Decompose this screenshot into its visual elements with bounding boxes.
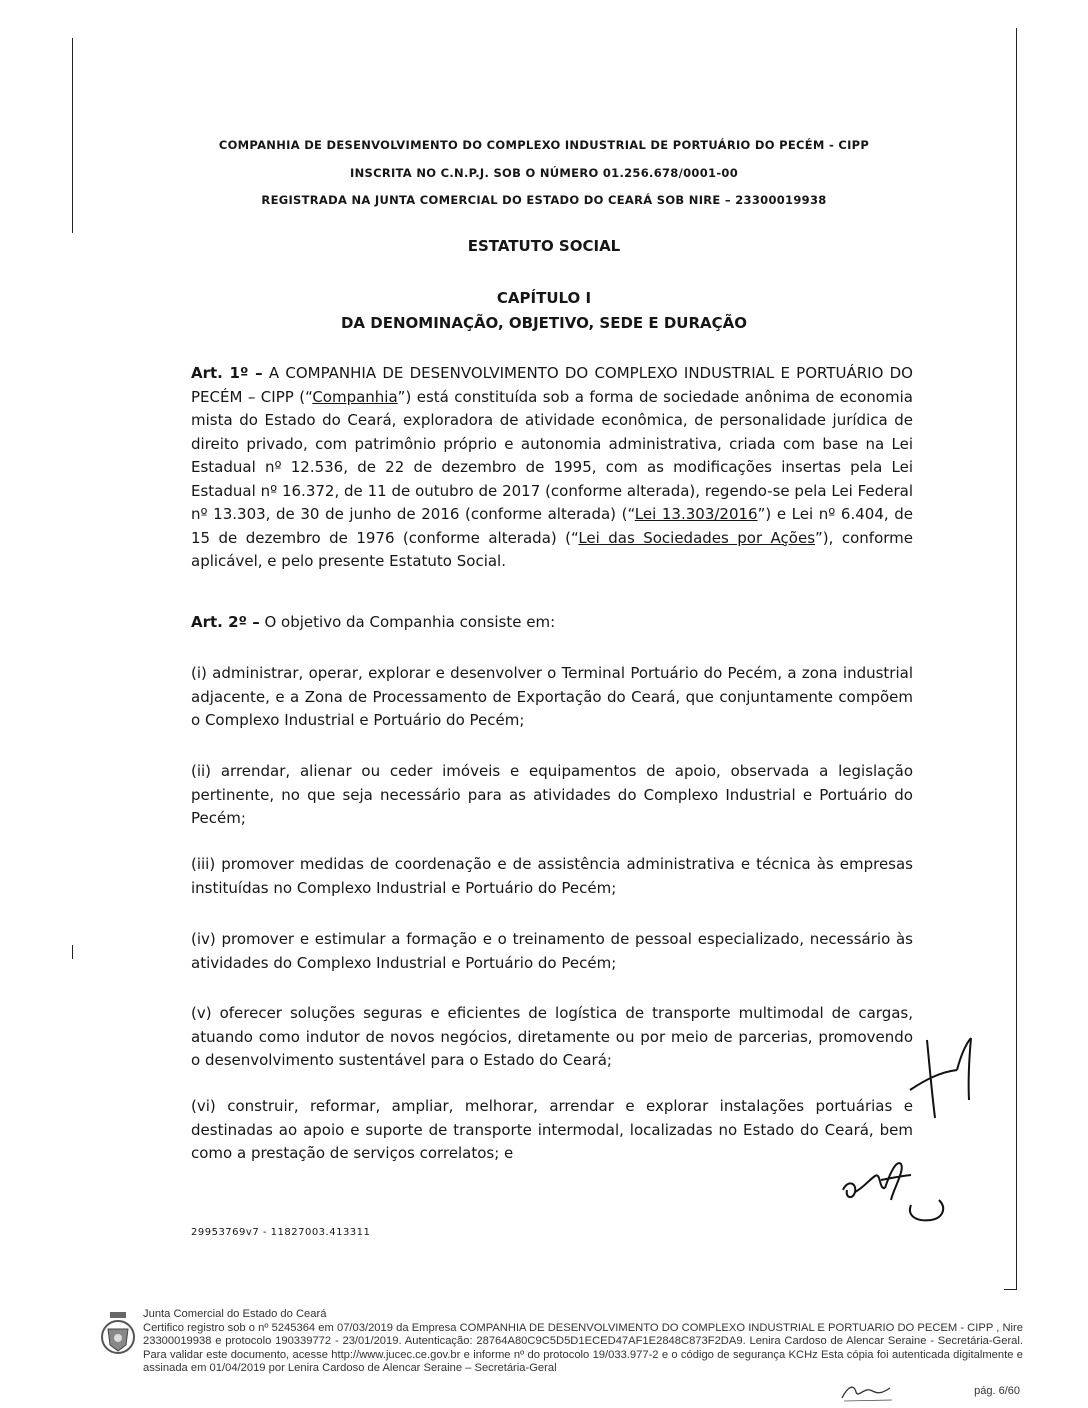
handwritten-initials-1 (905, 1030, 980, 1125)
article-2-label: Art. 2º – (191, 613, 260, 631)
certificate-text (143, 1308, 1023, 1376)
coat-of-arms-icon (100, 1311, 136, 1355)
certificate-body: Certifico registro sob o nº 5245364 em 07/03/2019 da Empresa COMPANHIA DE DESENVOLVIMENTO DO COMPLEXO INDUSTRIAL E PORTUARIO DO PECEM - CIPP , Nire 23300019938 e protocolo 190339772 - 23/01/2019. Autenticação: 28764A80C9C5D5D1ECED47AF1E2848C873F2DA9. Lenira Cardoso de Alencar Seraine - Secretária-Geral. Para validar este documento, acesse http://www.jucec.ce.gov.br e informe nº do protocolo 19/033.977-2 e o código de segurança KCHz Esta cópia foi autenticada digitalmente e assinada em 01/04/2019 por Lenira Cardoso de Alencar Seraine – Secretária-Geral (143, 1321, 1023, 1375)
cnpj-header: INSCRITA NO C.N.P.J. SOB O NÚMERO 01.256.678/0001-00 (350, 166, 738, 180)
chapter-name: DA DENOMINAÇÃO, OBJETIVO, SEDE E DURAÇÃO (340, 314, 748, 332)
article-2-item: (iv) promover e estimular a formação e o treinamento de pessoal especializado, necessário às atividades do Complexo Industrial e Portuário do Pecém; (191, 930, 913, 972)
term-lei-sociedades: Lei das Sociedades por Ações (578, 528, 816, 547)
article-2-item: (v) oferecer soluções seguras e eficientes de logística de transporte multimodal de cargas, atuando como indutor de novos negócios, diretamente ou por meio de parcerias, promovendo o desenvolvimento sustentável para o Estado do Ceará; (191, 1004, 913, 1069)
article-1 (191, 362, 913, 574)
scan-edge-left (72, 38, 73, 233)
article-2-intro (191, 611, 913, 635)
article-1-label: Art. 1º – (191, 364, 263, 382)
document-title: ESTATUTO SOCIAL (467, 237, 621, 255)
handwritten-initials-2 (835, 1150, 965, 1230)
article-1-text-a: A COMPANHIA DE DESENVOLVIMENTO DO COMPLEXO INDUSTRIAL E PORTUÁRIO DO PECÉM – CIPP (“ (191, 364, 913, 406)
article-2-item: (iii) promover medidas de coordenação e de assistência administrativa e técnica às empresas instituídas no Complexo Industrial e Portuário do Pecém; (191, 855, 913, 897)
article-2-item: (ii) arrendar, alienar ou ceder imóveis e equipamentos de apoio, observada a legislação pertinente, no que seja necessário para as atividades do Complexo Industrial e Portuário do Pecém; (191, 762, 913, 827)
chapter-number: CAPÍTULO I (496, 289, 592, 307)
term-lei-13303: Lei 13.303/2016 (634, 505, 758, 523)
nire-header: REGISTRADA NA JUNTA COMERCIAL DO ESTADO DO CEARÁ SOB NIRE – 23300019938 (261, 193, 827, 207)
article-1-text-b: ”) está constituída sob a forma de sociedade anônima de economia mista do Estado do Ceará, exploradora de atividade econômica, de personalidade jurídica de direito privado, com patrimônio próprio e autonomia administrativa, criada com base na Lei Estadual nº 12.536, de 22 de dezembro de 1995, com as modificações insertas pela Lei Estadual nº 16.372, de 11 de outubro de 2017 (conforme alterada), regendo-se pela Lei Federal nº 13.303, de 30 de junho de 2016 (conforme alterada) (“ (191, 387, 913, 523)
document-code: 29953769v7 - 11827003.413311 (191, 1227, 371, 1238)
article-2-intro-text: O objetivo da Companhia consiste em: (259, 613, 556, 631)
scan-edge-right (1016, 28, 1017, 1290)
certificate-org: Junta Comercial do Estado do Ceará (143, 1308, 327, 1320)
page-number: pág. 6/60 (974, 1385, 1020, 1397)
scan-edge-left-mark (72, 945, 73, 959)
article-1-text-d: ”), conforme aplicável, e pelo presente Estatuto Social. (191, 528, 913, 570)
company-name-header: COMPANHIA DE DESENVOLVIMENTO DO COMPLEXO INDUSTRIAL DE PORTUÁRIO DO PECÉM - CIPP (218, 138, 870, 152)
article-1-text-c: ”) e Lei nº 6.404, de 15 de dezembro de 1976 (conforme alterada) (“ (191, 505, 913, 547)
scan-edge-bottom (1004, 1289, 1017, 1290)
article-2-item: (i) administrar, operar, explorar e desenvolver o Terminal Portuário do Pecém, a zona industrial adjacente, e a Zona de Processamento de Exportação do Ceará, que conjuntamente compõem o Complexo Industrial e Portuário do Pecém; (191, 664, 913, 729)
article-2-item: (vi) construir, reformar, ampliar, melhorar, arrendar e explorar instalações portuárias e destinadas ao apoio e suporte de transporte intermodal, localizadas no Estado do Ceará, bem como a prestação de serviços correlatos; e (191, 1097, 913, 1162)
registrar-signature (838, 1380, 898, 1404)
term-companhia: Companhia (312, 387, 398, 406)
